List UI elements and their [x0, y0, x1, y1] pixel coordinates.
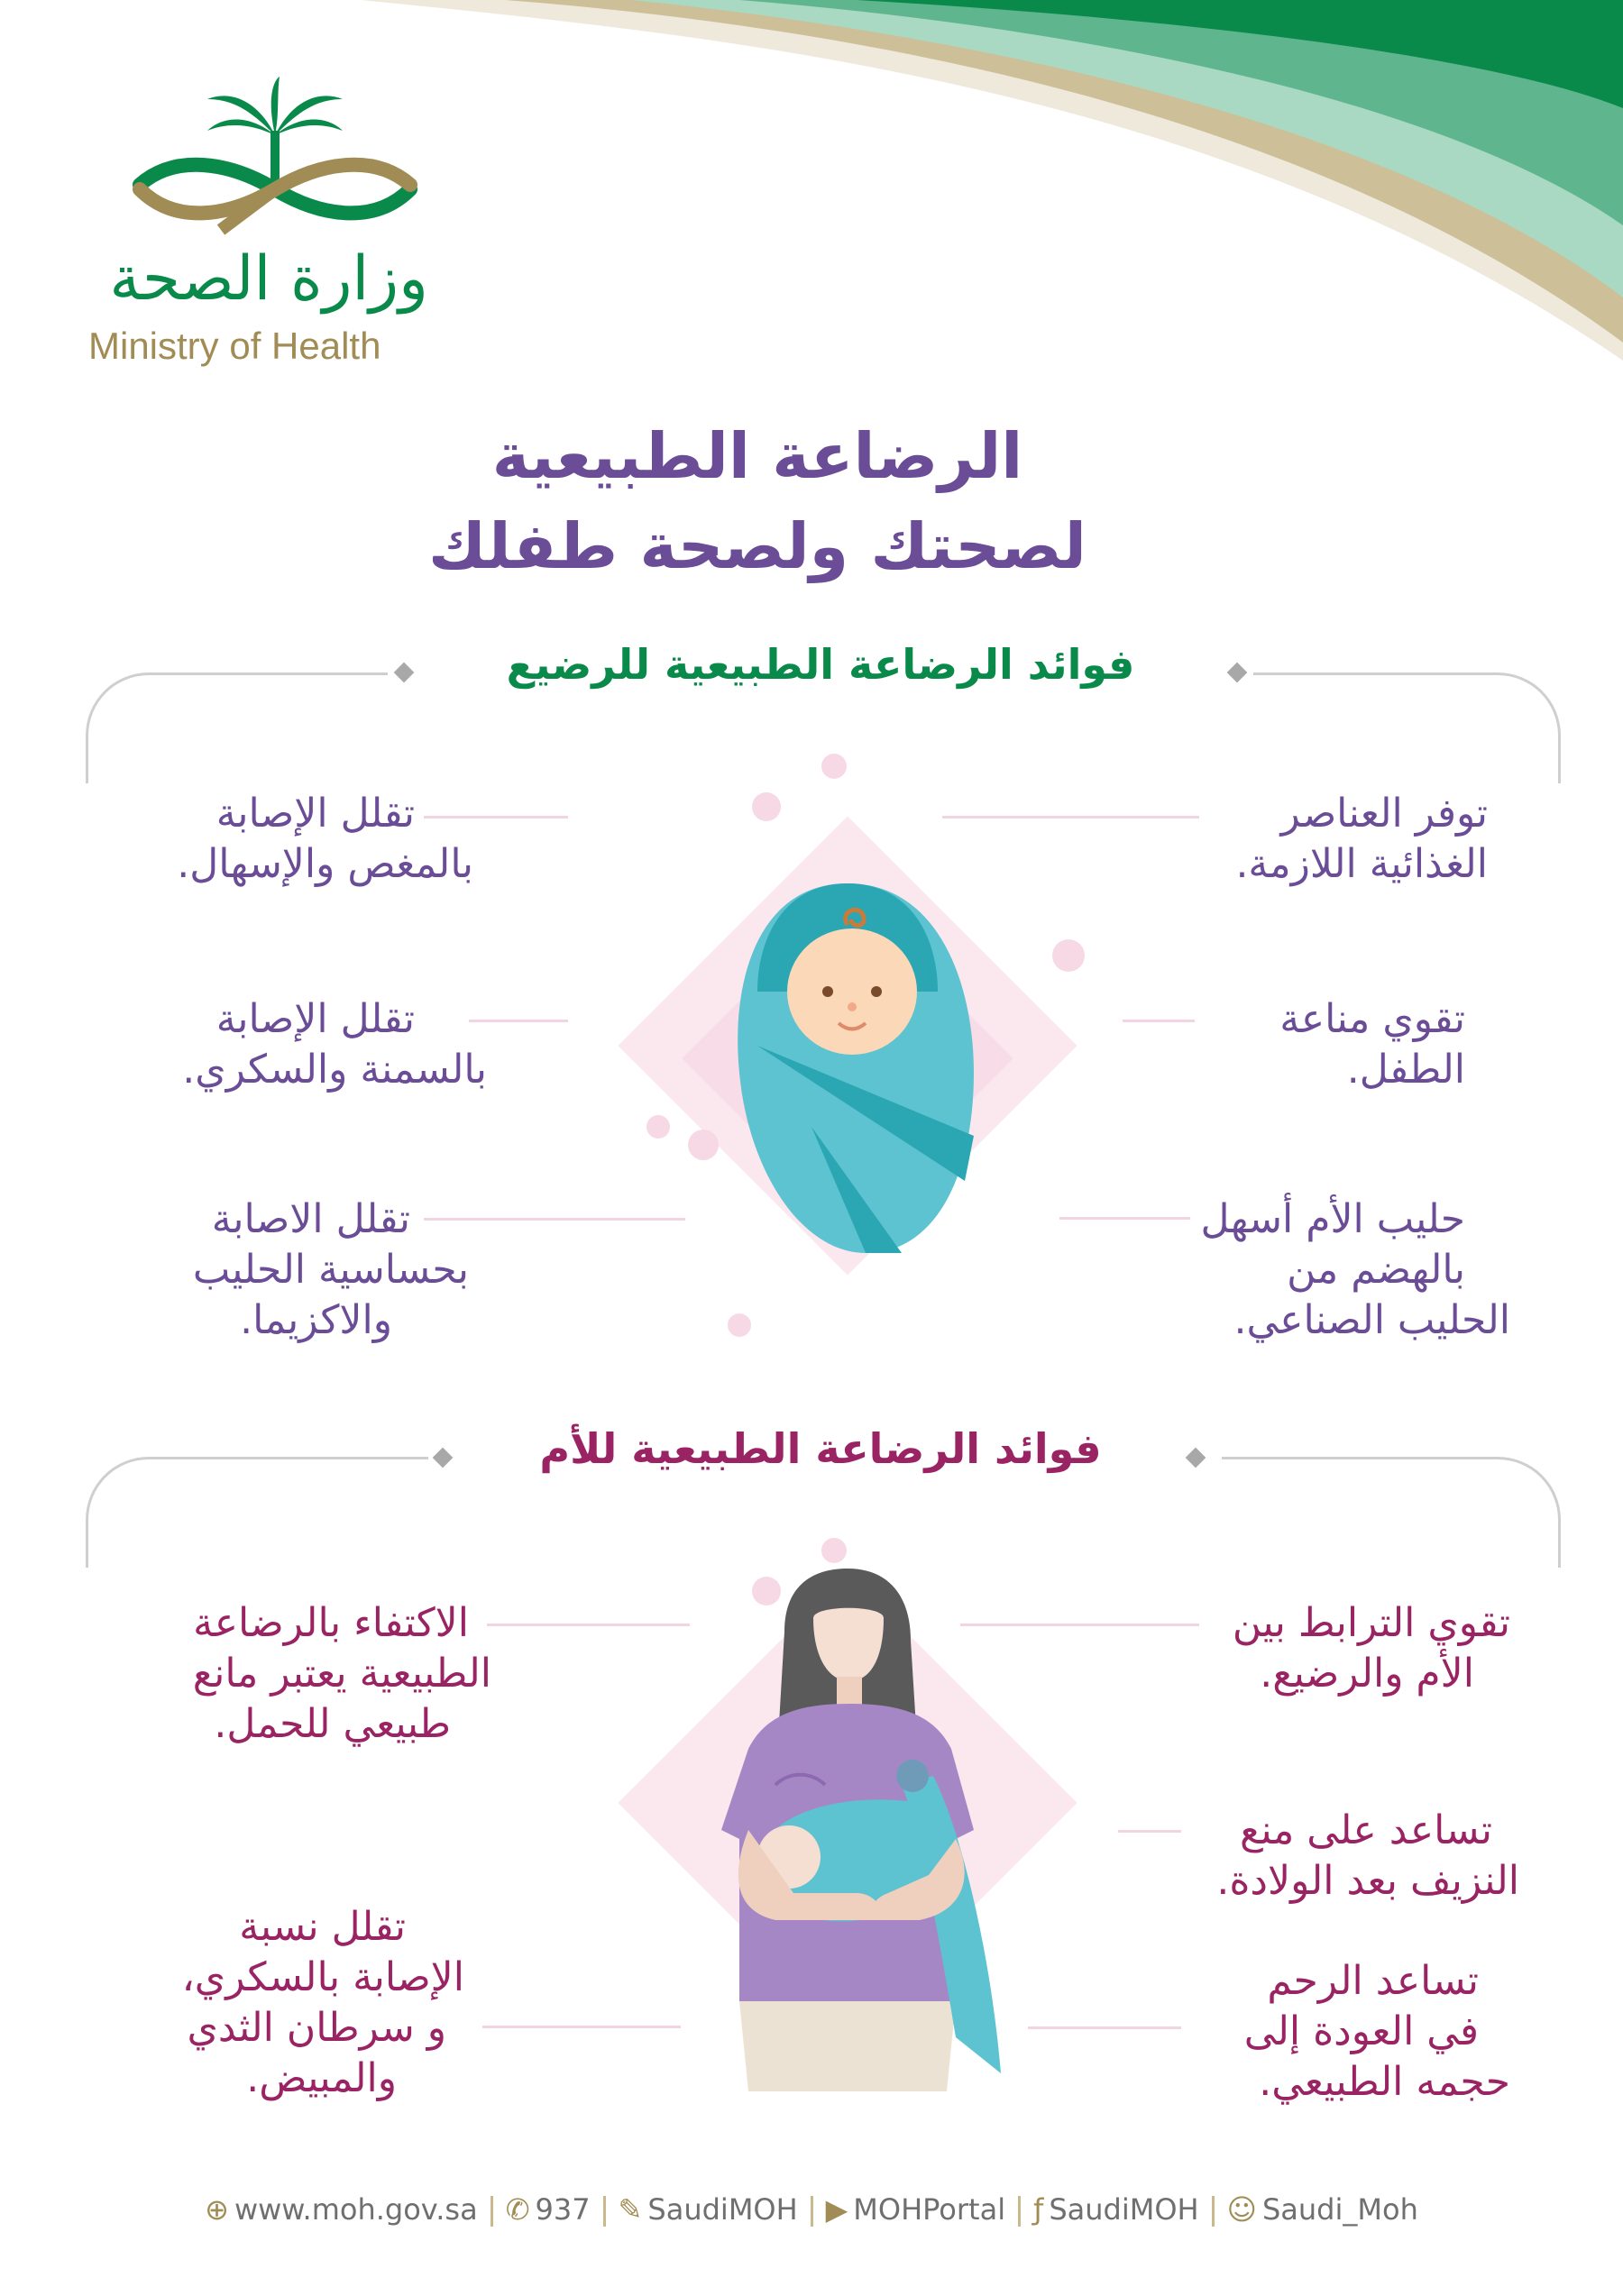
moh-logo [86, 72, 446, 379]
page-title-line1: الرضاعة الطبيعية [491, 419, 1023, 493]
footer-facebook[interactable]: ƒ SaudiMOH [1033, 2192, 1199, 2227]
youtube-icon: ▶ [825, 2192, 848, 2227]
footer-divider [811, 2196, 813, 2227]
mother-benefit-contraception: الاكتفاء بالرضاعة الطبيعية يعتبر مانع طبيعي للحمل. [192, 1600, 491, 1747]
mother-benefit-bleeding: تساعد على منع النزيف بعد الولادة. [1216, 1807, 1519, 1904]
page-title-line2: لصحتك ولصحة طفلك [428, 509, 1087, 583]
twitter-icon: ✎ [618, 2192, 643, 2227]
mother-benefit-cancer: تقلل نسبة الإصابة بالسكري، و سرطان الثدي والمبيض. [181, 1904, 464, 2101]
footer-youtube[interactable]: ▶ MOHPortal [825, 2192, 1006, 2227]
footer-divider [1212, 2196, 1215, 2227]
baby-benefit-nutrients: توفر العناصر الغذائية اللازمة. [1235, 791, 1488, 887]
footer-snapchat[interactable]: ☺ Saudi_Moh [1226, 2192, 1418, 2227]
footer-website[interactable]: ⊕ www.moh.gov.sa [205, 2192, 478, 2227]
baby-benefit-digestion: حليب الأم أسهل بالهضم من الحليب الصناعي. [1200, 1196, 1510, 1343]
footer-twitter[interactable]: ✎ SaudiMOH [618, 2192, 798, 2227]
baby-benefit-colic: تقلل الإصابة بالمغص والإسهال. [177, 791, 473, 887]
globe-icon: ⊕ [205, 2192, 229, 2227]
baby-benefit-obesity: تقلل الإصابة بالسمنة والسكري. [182, 996, 487, 1093]
phone-icon: ✆ [505, 2192, 530, 2227]
mother-benefit-bonding: تقوي الترابط بين الأم والرضيع. [1232, 1600, 1510, 1697]
footer-divider [491, 2196, 493, 2227]
mother-illustration [577, 1532, 1118, 2109]
leader-line [487, 1624, 690, 1626]
snapchat-icon: ☺ [1226, 2192, 1257, 2227]
leader-line [482, 2026, 681, 2028]
footer-phone[interactable]: ✆ 937 [505, 2192, 591, 2227]
facebook-icon: ƒ [1033, 2192, 1044, 2227]
mother-section-heading: فوائد الرضاعة الطبيعية للأم [539, 1424, 1102, 1473]
mother-benefit-uterus: تساعد الرحم في العودة إلى حجمه الطبيعي. [1243, 1958, 1510, 2105]
palm-swords-emblem [122, 72, 428, 252]
baby-section-heading: فوائد الرضاعة الطبيعية للرضيع [506, 640, 1135, 689]
footer-contact-bar [0, 2192, 1623, 2227]
baby-benefit-allergy: تقلل الاصابة بحساسية الحليب والاكزيما. [192, 1196, 469, 1343]
logo-arabic-text: وزارة الصحة [109, 243, 428, 315]
leader-line [942, 816, 1199, 819]
baby-benefit-immunity: تقوي مناعة الطفل. [1279, 996, 1465, 1093]
logo-english-text: Ministry of Health [88, 325, 381, 367]
footer-divider [603, 2196, 606, 2227]
footer-divider [1018, 2196, 1021, 2227]
baby-illustration [577, 748, 1118, 1343]
